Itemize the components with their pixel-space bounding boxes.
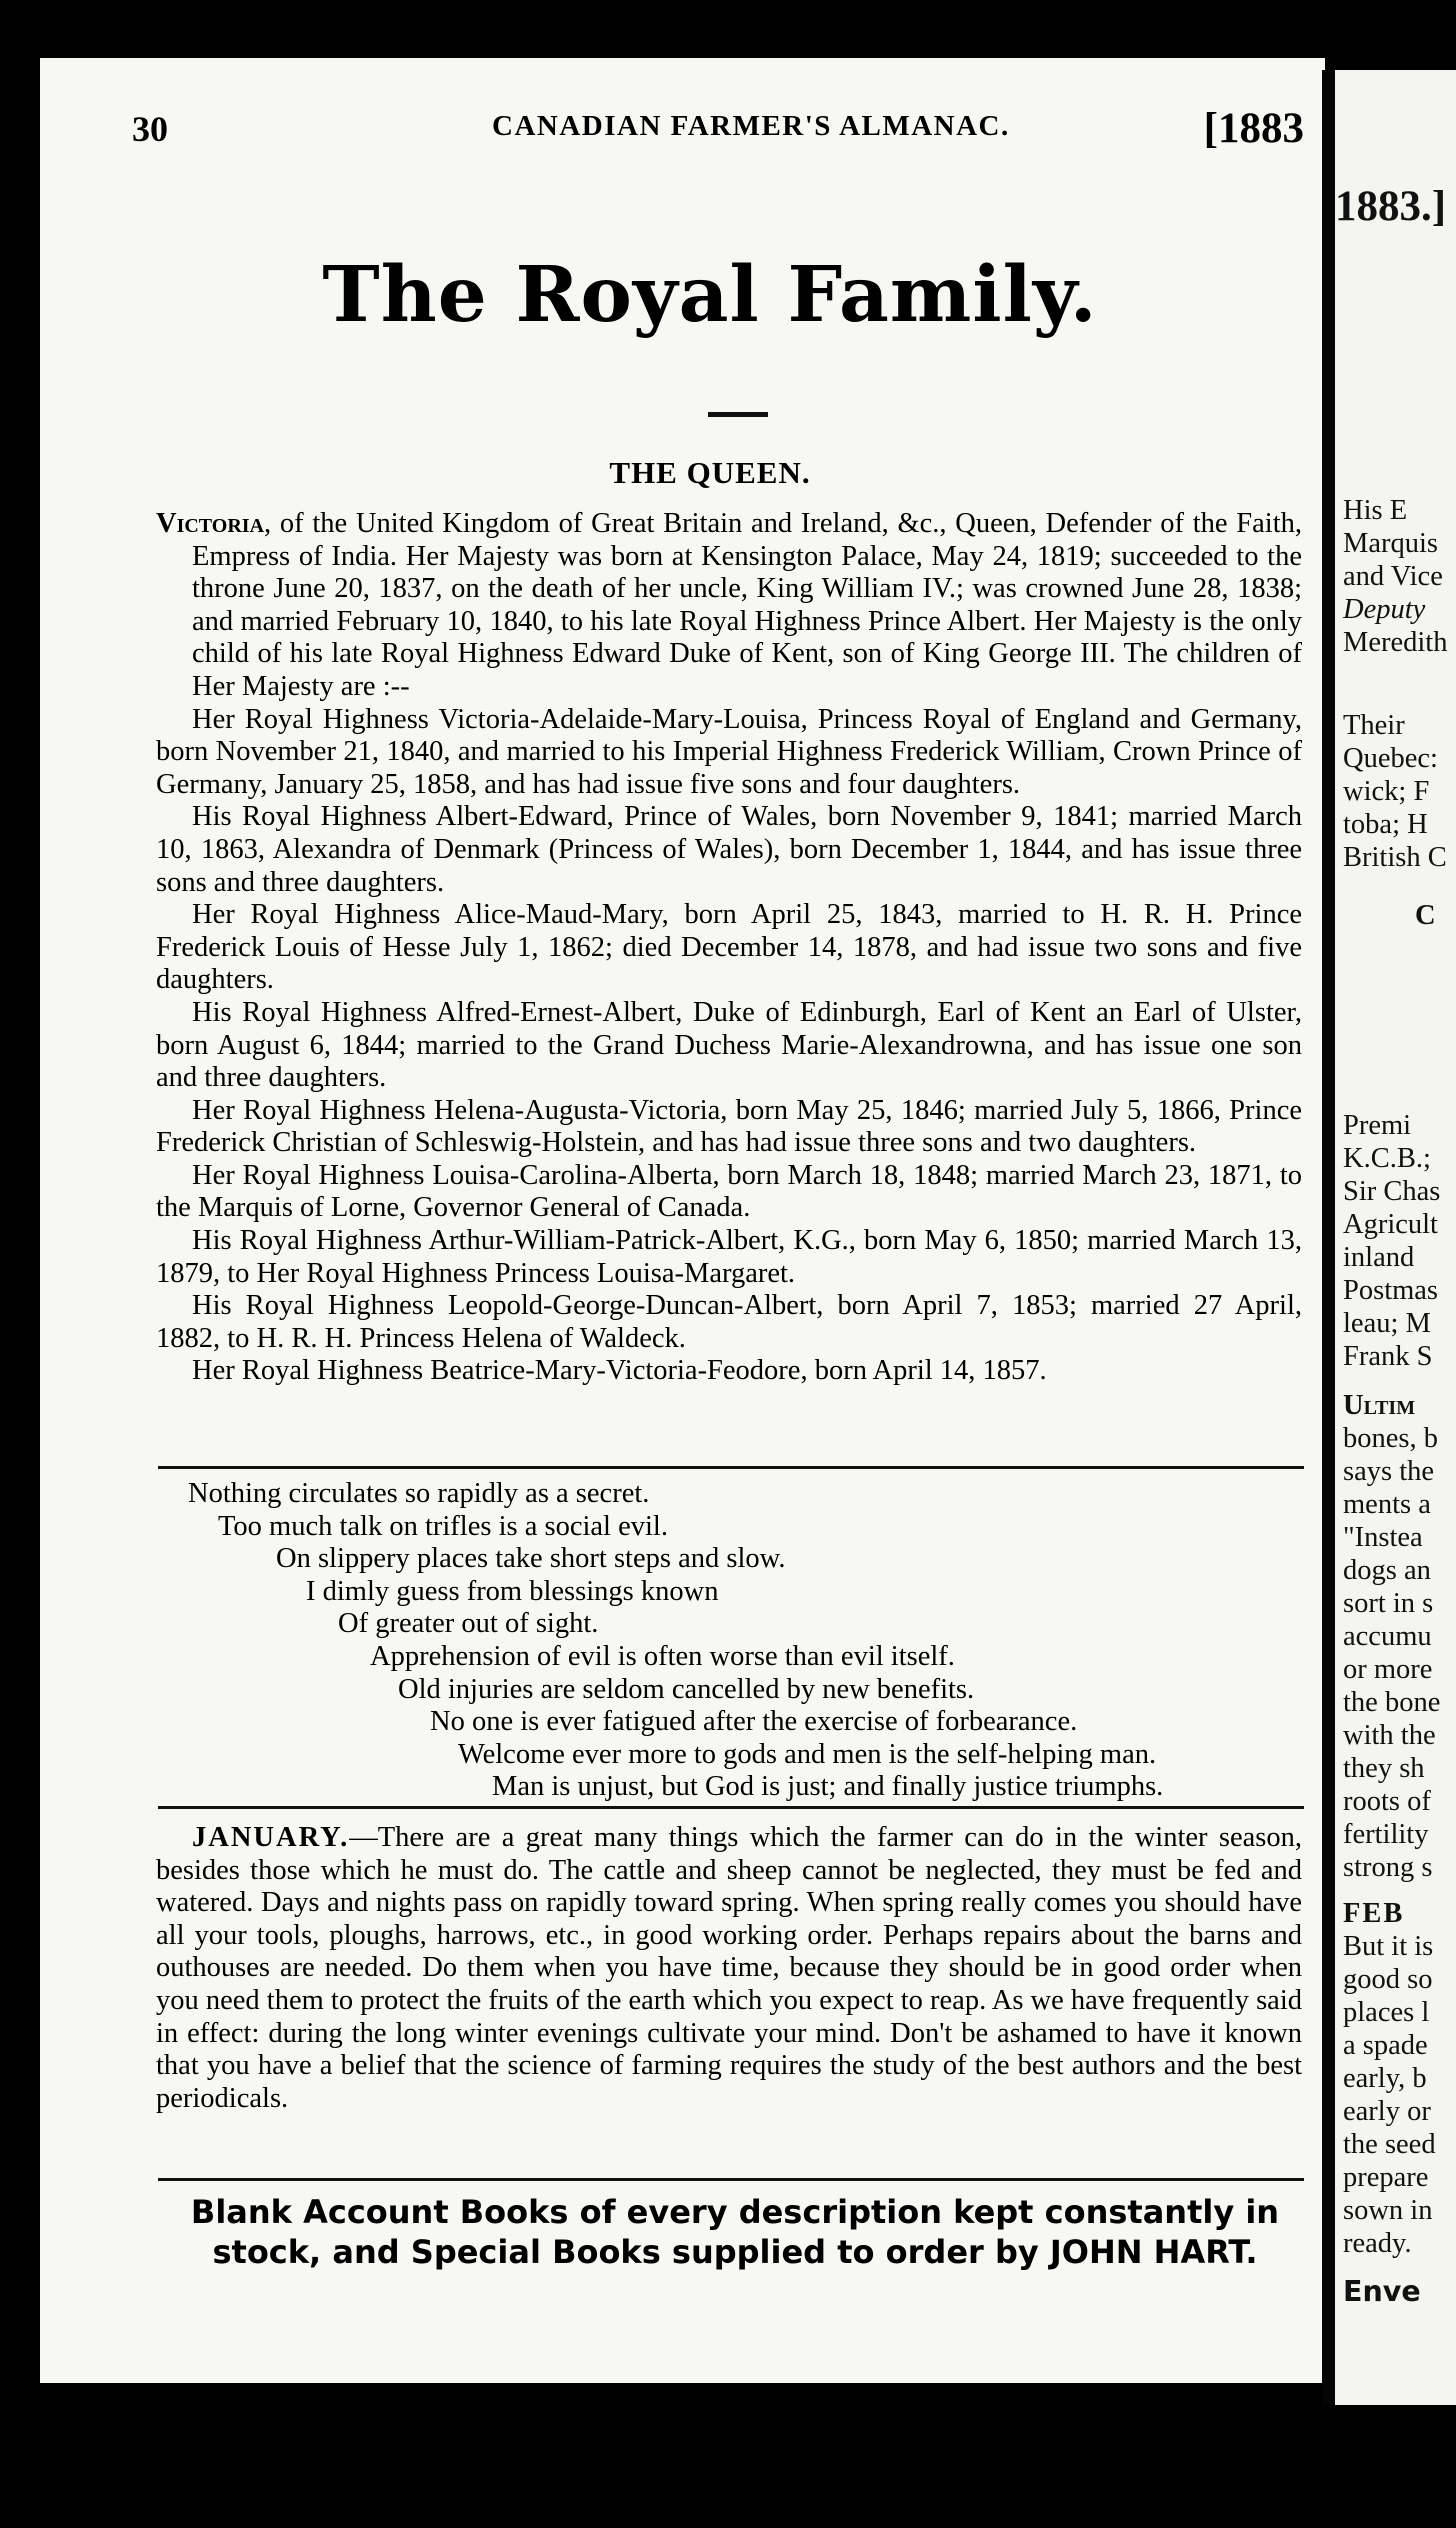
proverb-line: Nothing circulates so rapidly as a secret. xyxy=(188,1478,650,1509)
adjacent-line: FEB xyxy=(1343,1898,1405,1929)
child-entry: Her Royal Highness Beatrice-Mary-Victoria-Feodore, born April 14, 1857. xyxy=(192,1355,1047,1387)
adjacent-line: bones, b xyxy=(1343,1423,1438,1454)
child-entry: His Royal Highness Alfred-Ernest-Albert, Duke of Edinburgh, Earl of Kent an Earl of Ulster, born August 6, 1844; married to the Grand Duchess Marie-Alexandrowna, and has issue one son and three daughters. xyxy=(156,996,1302,1094)
adjacent-line: Sir Chas xyxy=(1343,1176,1441,1207)
adjacent-line: Deputy xyxy=(1343,594,1426,625)
adjacent-line: accumu xyxy=(1343,1621,1432,1652)
adjacent-line: the seed xyxy=(1343,2129,1436,2160)
child-entry: Her Royal Highness Victoria-Adelaide-Mary-Louisa, Princess Royal of England and Germany, born November 21, 1840, and married to his Imperial Highness Frederick William, Crown Prince of Germany, January 25, 1858, and has had issue five sons and four daughters. xyxy=(156,703,1302,800)
adjacent-line: Agricult xyxy=(1343,1209,1438,1240)
adjacent-line: prepare xyxy=(1343,2162,1429,2193)
advert-line: stock, and Special Books supplied to order by JOHN HART. xyxy=(212,2233,1258,2271)
child-entry: Her Royal Highness Louisa-Carolina-Alberta, born March 18, 1848; married March 23, 1871, to the Marquis of Lorne, Governor General of Canada. xyxy=(156,1159,1302,1224)
adjacent-line: Postmas xyxy=(1343,1275,1439,1306)
adjacent-line: His E xyxy=(1343,495,1408,526)
proverb-line: Old injuries are seldom cancelled by new benefits. xyxy=(398,1673,975,1705)
january-text: —There are a great many things which the farmer can do in the winter season, besides those which he must do. The cattle and sheep cannot be neglected, they must be fed and watered. Days and nights pass on rapidly toward spring. When spring really comes you should have all your tools, ploughs, harrows, etc., in good working order. Perhaps repairs about the barns and outhouses are needed. Do them when you have time, because they should be in good order when you need them to protect the fruits of the earth which you expect to reap. As we have frequently said in effect: during the long winter evenings cultivate your mind. Don't be ashamed to have it known that you have a belief that the science of farming requires the study of the best authors and the best periodicals. xyxy=(156,1822,1302,2114)
january-paragraph xyxy=(156,1822,1302,2115)
advertisement xyxy=(175,2192,1295,2272)
adjacent-line: wick; F xyxy=(1343,776,1430,807)
adjacent-line: a spade xyxy=(1343,2030,1428,2061)
adjacent-line: Quebec: xyxy=(1343,743,1438,774)
adjacent-line: fertility xyxy=(1343,1819,1429,1850)
title-rule xyxy=(708,412,768,417)
adjacent-line: dogs an xyxy=(1343,1555,1431,1586)
proverb-line: Too much talk on trifles is a social evil. xyxy=(218,1510,668,1542)
section-divider xyxy=(158,1466,1304,1469)
adjacent-line: British C xyxy=(1343,842,1447,873)
january-label: JANUARY. xyxy=(192,1822,350,1853)
adjacent-line: Marquis xyxy=(1343,528,1438,559)
adjacent-line: "Instea xyxy=(1343,1522,1423,1553)
proverb-line: Welcome ever more to gods and men is the self-helping man. xyxy=(458,1738,1157,1770)
child-entry: His Royal Highness Albert-Edward, Prince of Wales, born November 9, 1841; married March 10, 1863, Alexandra of Denmark (Princess of Wales), born December 1, 1844, and has issue three sons and three daughters. xyxy=(156,801,1302,898)
queen-name: Victoria xyxy=(156,508,265,539)
almanac-year: [1883 xyxy=(1203,105,1304,152)
january-text-block xyxy=(156,1822,1302,2115)
adjacent-line: Frank S xyxy=(1343,1341,1433,1372)
adjacent-line: Their xyxy=(1343,710,1405,741)
adjacent-line: leau; M xyxy=(1343,1308,1431,1339)
adjacent-line: places l xyxy=(1343,1997,1430,2028)
adjacent-line: sown in xyxy=(1343,2195,1433,2226)
adjacent-line: sort in s xyxy=(1343,1588,1434,1619)
section-title: The Royal Family. xyxy=(322,250,1098,340)
adjacent-line: roots of xyxy=(1343,1786,1431,1817)
adjacent-page-fragment xyxy=(1335,70,1456,2405)
queen-description: , of the United Kingdom of Great Britain and Ireland, &c., Queen, Defender of the Faith, Empress of India. Her Majesty was born at Kensington Palace, May 24, 1819; succeeded to the throne June 20, 1837, on the death of her uncle, King William IV.; was crowned June 28, 1838; and married February 10, 1840, to his late Royal Highness Prince Albert. Her Majesty is the only child of his late Royal Highness Edward Duke of Kent, son of King George III. The children of Her Majesty are :-- xyxy=(192,508,1302,702)
adjacent-line: or more xyxy=(1343,1654,1433,1685)
royal-family-text xyxy=(156,508,1302,1388)
adjacent-line: with the xyxy=(1343,1720,1436,1751)
adjacent-line: strong s xyxy=(1343,1852,1433,1883)
running-header xyxy=(132,105,1304,168)
adjacent-line: toba; H xyxy=(1343,809,1428,840)
adjacent-line: early or xyxy=(1343,2096,1431,2127)
adjacent-line: ments a xyxy=(1343,1489,1431,1520)
child-entry: His Royal Highness Arthur-William-Patrick-Albert, K.G., born May 6, 1850; married March 13, 1879, to Her Royal Highness Princess Louisa-Margaret. xyxy=(156,1225,1302,1289)
adjacent-line: C xyxy=(1415,900,1436,931)
adjacent-line: Ultim xyxy=(1343,1390,1416,1421)
adjacent-line: inland xyxy=(1343,1242,1415,1273)
adjacent-line: But it is xyxy=(1343,1931,1434,1962)
adjacent-line: Meredith xyxy=(1343,627,1448,658)
proverb-line: Of greater out of sight. xyxy=(338,1608,599,1640)
proverb-line: Apprehension of evil is often worse than evil itself. xyxy=(370,1640,955,1672)
adjacent-page-year: 1883.] xyxy=(1335,183,1447,230)
queen-paragraph xyxy=(156,508,1302,704)
advert-line: Blank Account Books of every description kept constantly in xyxy=(190,2193,1280,2231)
section-divider xyxy=(158,1806,1304,1809)
adjacent-line: says the xyxy=(1343,1456,1435,1487)
proverb-line: On slippery places take short steps and slow. xyxy=(276,1543,786,1575)
proverb-line: I dimly guess from blessings known xyxy=(306,1575,719,1607)
child-entry: His Royal Highness Leopold-George-Duncan-Albert, born April 7, 1853; married 27 April, 1882, to H. R. H. Princess Helena of Waldeck. xyxy=(156,1290,1302,1354)
page-number: 30 xyxy=(132,109,168,149)
adjacent-line: good so xyxy=(1343,1964,1433,1995)
proverb-line: Man is unjust, but God is just; and finally justice triumphs. xyxy=(492,1771,1164,1803)
adjacent-line: ready. xyxy=(1343,2228,1412,2259)
adjacent-line: Premi xyxy=(1343,1110,1412,1141)
adjacent-line: K.C.B.; xyxy=(1343,1143,1431,1174)
queen-heading: THE QUEEN. xyxy=(609,455,811,490)
proverbs-block xyxy=(188,1478,1308,1804)
adjacent-line: they sh xyxy=(1343,1753,1425,1784)
child-entry: Her Royal Highness Helena-Augusta-Victoria, born May 25, 1846; married July 5, 1866, Prince Frederick Christian of Schleswig-Holstein, and has had issue three sons and two daughters. xyxy=(156,1094,1302,1159)
adjacent-line: and Vice xyxy=(1343,561,1443,592)
proverb-line: No one is ever fatigued after the exercise of forbearance. xyxy=(430,1706,1078,1738)
section-divider xyxy=(158,2178,1304,2181)
adjacent-line: early, b xyxy=(1343,2063,1427,2094)
almanac-title: CANADIAN FARMER'S ALMANAC. xyxy=(492,110,1010,142)
adjacent-line: Enve xyxy=(1343,2275,1421,2308)
child-entry: Her Royal Highness Alice-Maud-Mary, born April 25, 1843, married to H. R. H. Prince Frederick Louis of Hesse July 1, 1862; died December 14, 1878, and had issue two sons and five daughters. xyxy=(156,899,1302,996)
adjacent-line: the bone xyxy=(1343,1687,1441,1718)
